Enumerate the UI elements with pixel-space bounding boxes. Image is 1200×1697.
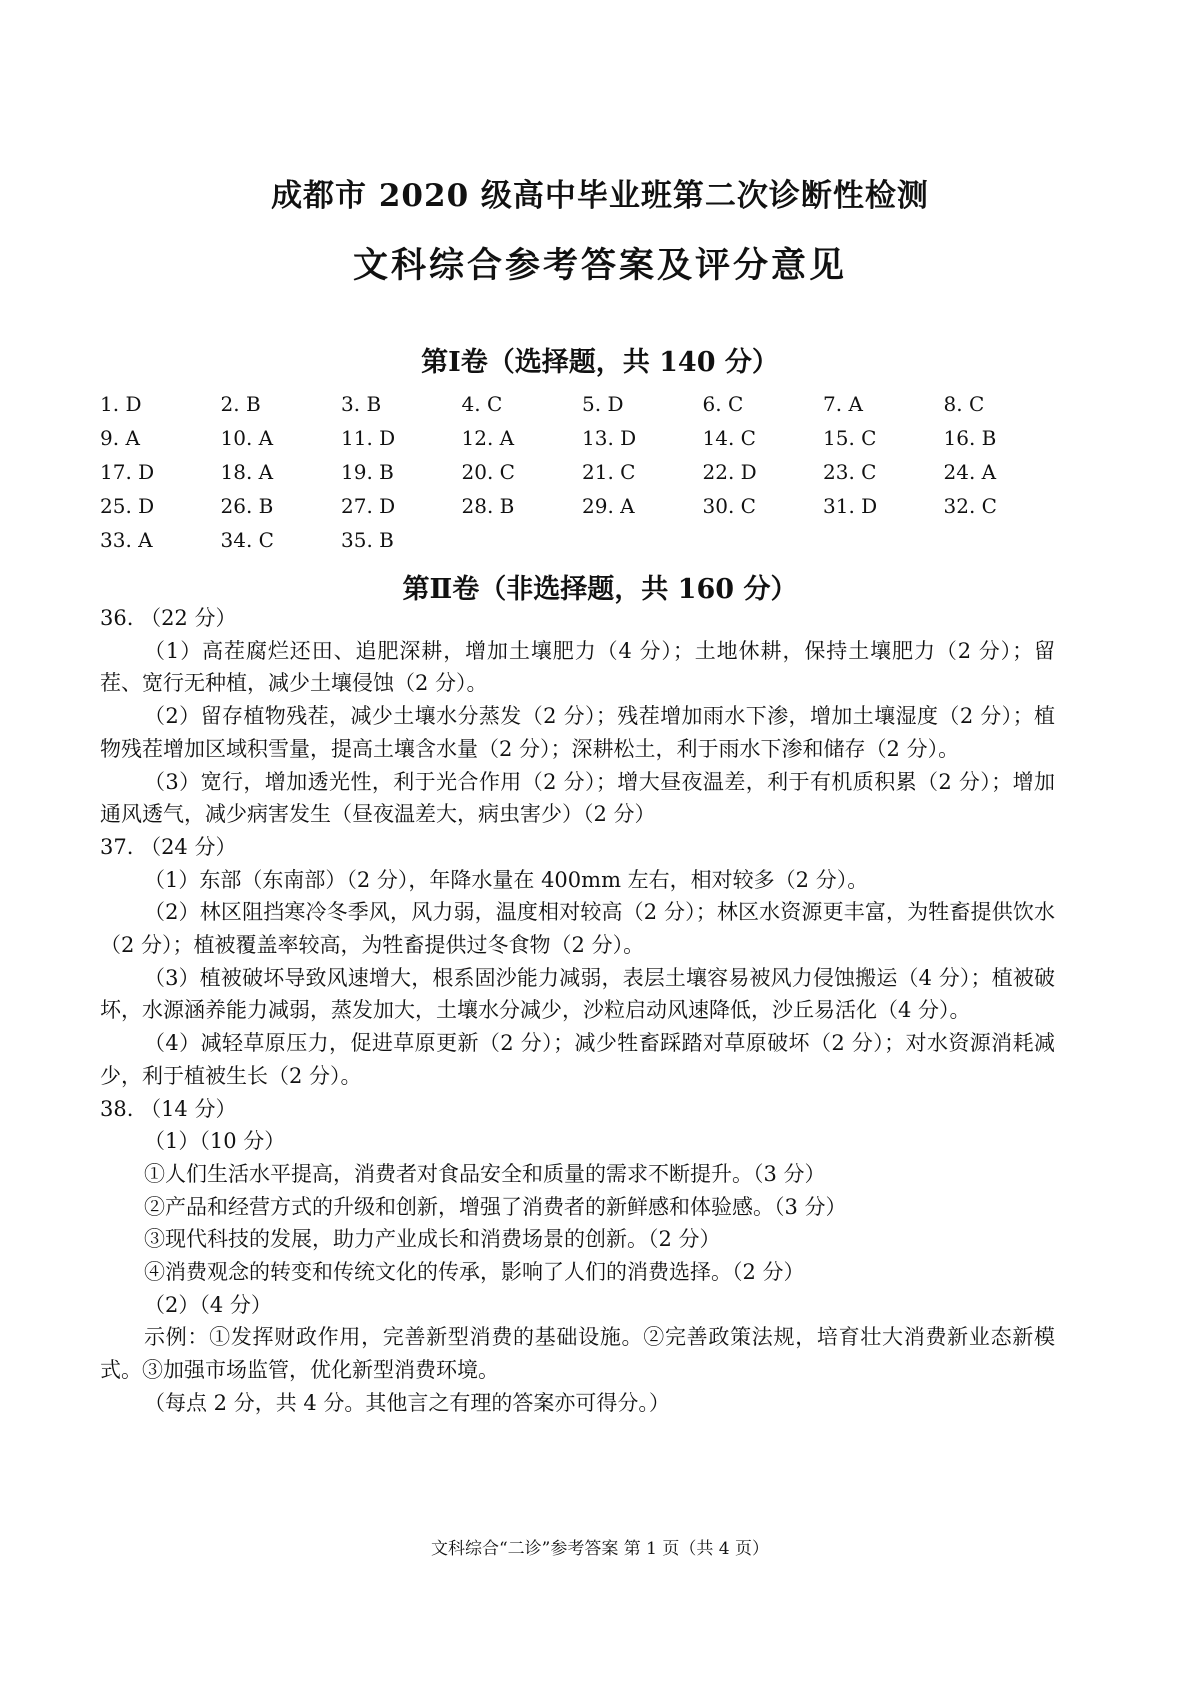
answer-paragraph: ③现代科技的发展，助力产业成长和消费场景的创新。（2 分）	[144, 1227, 721, 1252]
answer-item: 11. D	[341, 426, 396, 450]
answer-paragraph: （2）林区阻挡寒冷冬季风，风力弱，温度相对较高（2 分）；林区水资源更丰富，为牲畜提供饮水（2 分）；植被覆盖率较高，为牲畜提供过冬食物（2 分）。	[100, 900, 1055, 958]
answer-paragraph: （1）（10 分）	[144, 1129, 286, 1154]
answer-item: 19. B	[341, 460, 394, 484]
answer-item: 14. C	[702, 426, 756, 450]
answer-paragraph: （每点 2 分，共 4 分。其他言之有理的答案亦可得分。）	[144, 1390, 670, 1415]
answer-paragraph: ②产品和经营方式的升级和创新，增强了消费者的新鲜感和体验感。（3 分）	[144, 1194, 847, 1219]
part2-heading: 第Ⅱ卷（非选择题，共 160 分）	[402, 574, 798, 605]
part1-heading: 第Ⅰ卷（选择题，共 140 分）	[421, 347, 779, 378]
answer-paragraph: （2）留存植物残茬，减少土壤水分蒸发（2 分）；残茬增加雨水下渗，增加土壤湿度（2 分）；植物残茬增加区域积雪量，提高土壤含水量（2 分）；深耕松土，利于雨水下渗和储存（2 分）。	[100, 704, 1055, 761]
question-header: 36. （22 分）	[100, 606, 237, 630]
answer-item: 26. B	[220, 494, 274, 518]
answer-item: 12. A	[461, 426, 515, 450]
answer-item: 4. C	[461, 392, 503, 416]
answer-item: 18. A	[220, 460, 274, 484]
answer-item: 29. A	[582, 494, 635, 518]
answer-item: 31. D	[823, 494, 878, 518]
answer-item: 20. C	[461, 460, 515, 484]
answer-item: 17. D	[100, 460, 155, 484]
answer-item: 10. A	[220, 426, 274, 450]
document-subtitle: 文科综合参考答案及评分意见	[352, 245, 847, 286]
answer-item: 22. D	[702, 460, 757, 484]
answer-item: 28. B	[461, 494, 515, 518]
answer-item: 13. D	[582, 426, 637, 450]
answer-item: 25. D	[100, 494, 155, 518]
answer-paragraph: （3）植被破坏导致风速增大，根系固沙能力减弱，表层土壤容易被风力侵蚀搬运（4 分）；植被破坏，水源涵养能力减弱，蒸发加大，土壤水分减少，沙粒启动风速降低，沙丘易活化（4 分）。	[100, 965, 1055, 1023]
answer-item: 34. C	[220, 528, 274, 552]
answer-item: 5. D	[582, 392, 624, 416]
multiple-choice-answer-grid	[100, 392, 1080, 562]
answer-item: 21. C	[582, 460, 636, 484]
answer-item: 33. A	[100, 528, 153, 552]
answer-paragraph: （1）高茬腐烂还田、追肥深耕，增加土壤肥力（4 分）；土地休耕，保持土壤肥力（2 分）；留茬、宽行无种植，减少土壤侵蚀（2 分）。	[100, 638, 1055, 696]
answer-item: 32. C	[943, 494, 997, 518]
answer-item: 24. A	[943, 460, 997, 484]
answer-item: 16. B	[943, 426, 997, 450]
answer-paragraph: ④消费观念的转变和传统文化的传承，影响了人们的消费选择。（2 分）	[144, 1260, 805, 1285]
question-header: 37. （24 分）	[100, 834, 237, 859]
answer-item: 7. A	[823, 392, 863, 416]
answer-item: 6. C	[702, 392, 744, 416]
answer-item: 8. C	[943, 392, 985, 416]
answer-item: 27. D	[341, 494, 396, 518]
answer-paragraph: ①人们生活水平提高，消费者对食品安全和质量的需求不断提升。（3 分）	[144, 1161, 826, 1186]
answer-paragraph: （3）宽行，增加透光性，利于光合作用（2 分）；增大昼夜温差，利于有机质积累（2 分）；增加通风透气，减少病害发生（昼夜温差大，病虫害少）（2 分）	[100, 769, 1055, 827]
answer-item: 23. C	[823, 460, 877, 484]
question-header: 38. （14 分）	[100, 1096, 237, 1121]
answer-item: 15. C	[823, 426, 877, 450]
answer-item: 35. B	[341, 528, 394, 552]
answer-paragraph: （1）东部（东南部）（2 分），年降水量在 400mm 左右，相对较多（2 分）。	[144, 867, 869, 892]
answer-item: 3. B	[341, 392, 382, 416]
answer-item: 30. C	[702, 494, 756, 518]
answer-paragraph: （2）（4 分）	[144, 1292, 272, 1317]
answer-paragraph: （4）减轻草原压力，促进草原更新（2 分）；减少牲畜踩踏对草原破坏（2 分）；对水资源消耗减少，利于植被生长（2 分）。	[100, 1031, 1055, 1088]
page-footer: 文科综合“二诊”参考答案 第 1 页（共 4 页）	[430, 1539, 770, 1559]
exam-title: 成都市 2020 级高中毕业班第二次诊断性检测	[271, 178, 929, 214]
answer-paragraph: 示例：①发挥财政作用，完善新型消费的基础设施。②完善政策法规，培育壮大消费新业态新模式。③加强市场监管，优化新型消费环境。	[100, 1325, 1055, 1383]
answer-item: 1. D	[100, 392, 142, 416]
part2-answers	[100, 602, 1055, 1420]
answer-item: 2. B	[220, 392, 261, 416]
answer-item: 9. A	[100, 426, 140, 450]
